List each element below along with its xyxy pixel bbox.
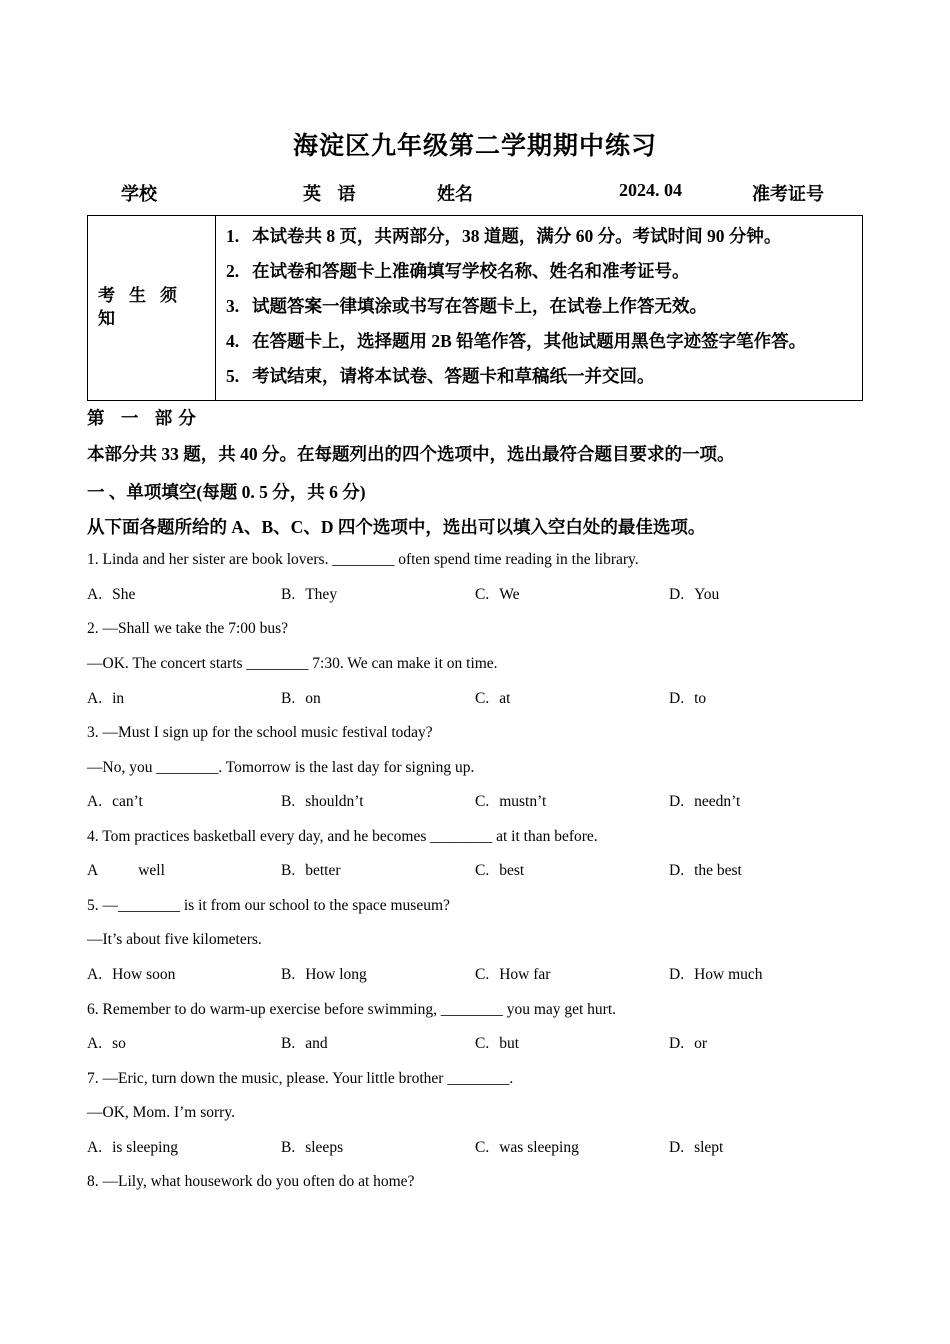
option-label: D. [669, 586, 685, 603]
option-text: They [305, 586, 338, 603]
notice-item-number: 2. [226, 261, 240, 281]
option-label: C. [475, 586, 490, 603]
option-text: She [112, 586, 136, 603]
option-a[interactable] [87, 1035, 126, 1053]
option-d[interactable] [669, 586, 719, 604]
option-d[interactable] [669, 862, 742, 880]
part-title: 第 一 部分 [87, 408, 202, 428]
option-text: best [499, 862, 525, 879]
option-text: shouldn’t [305, 793, 364, 810]
option-a[interactable] [87, 966, 175, 984]
option-d[interactable] [669, 690, 706, 708]
option-label: A. [87, 690, 103, 707]
question-5-response: —It’s about five kilometers. [87, 931, 262, 948]
option-b[interactable] [281, 1139, 343, 1157]
header-name: 姓名 [437, 184, 473, 204]
question-8-stem: 8. —Lily, what housework do you often do at home? [87, 1173, 415, 1190]
option-c[interactable] [475, 690, 510, 708]
notice-item-text: 考试结束，请将本试卷、答题卡和草稿纸一并交回。 [252, 366, 655, 386]
question-4-stem: 4. Tom practices basketball every day, and he becomes ________ at it than before. [87, 828, 598, 845]
option-label: D. [669, 1139, 685, 1156]
option-label: D. [669, 690, 685, 707]
question-2-stem: 2. —Shall we take the 7:00 bus? [87, 620, 289, 637]
option-label: A. [87, 1139, 103, 1156]
option-d[interactable] [669, 966, 763, 984]
notice-item-text: 在试卷和答题卡上准确填写学校名称、姓名和准考证号。 [252, 261, 690, 281]
option-text: better [305, 862, 341, 879]
option-c[interactable] [475, 862, 524, 880]
option-text: slept [694, 1139, 724, 1156]
option-label: A. [87, 966, 103, 983]
option-label: B. [281, 586, 296, 603]
option-text: in [112, 690, 125, 707]
option-c[interactable] [475, 966, 550, 984]
option-label: C. [475, 690, 490, 707]
page-title: 海淀区九年级第二学期期中练习 [292, 133, 657, 160]
question-2-options [87, 690, 867, 712]
header-subject: 英 语 [303, 184, 362, 204]
question-6-options [87, 1035, 867, 1057]
notice-item [226, 329, 806, 364]
option-text: How long [305, 966, 367, 983]
question-1-stem: 1. Linda and her sister are book lovers. ________ often spend time reading in the library. [87, 551, 639, 568]
option-text: but [499, 1035, 520, 1052]
option-label: D. [669, 966, 685, 983]
option-a[interactable] [87, 862, 165, 880]
notice-box [87, 215, 863, 401]
option-text: on [305, 690, 321, 707]
option-text: needn’t [694, 793, 741, 810]
option-c[interactable] [475, 1139, 579, 1157]
option-label: D. [669, 862, 685, 879]
notice-item [226, 364, 806, 399]
option-label: A. [87, 793, 103, 810]
header-date: 2024. 04 [619, 180, 682, 200]
notice-item-number: 1. [226, 226, 240, 246]
option-text: How far [499, 966, 551, 983]
option-a[interactable] [87, 793, 143, 811]
option-label: B. [281, 1035, 296, 1052]
notice-label-cell [88, 216, 216, 400]
option-text: mustn’t [499, 793, 547, 810]
option-text: or [694, 1035, 707, 1052]
notice-list [226, 224, 806, 399]
option-text: is sleeping [112, 1139, 178, 1156]
option-label: A. [87, 586, 103, 603]
header-school: 学校 [121, 184, 157, 204]
option-a[interactable] [87, 586, 135, 604]
option-label: A. [87, 1035, 103, 1052]
option-text: was sleeping [499, 1139, 579, 1156]
notice-item-text: 本试卷共 8 页，共两部分，38 道题，满分 60 分。考试时间 90 分钟。 [252, 226, 782, 246]
option-c[interactable] [475, 793, 546, 811]
option-d[interactable] [669, 1035, 707, 1053]
notice-item [226, 224, 806, 259]
option-text: sleeps [305, 1139, 344, 1156]
option-text: We [499, 586, 520, 603]
option-label: D. [669, 1035, 685, 1052]
question-7-options [87, 1139, 867, 1161]
question-3-options [87, 793, 867, 815]
notice-item [226, 294, 806, 329]
option-text: so [112, 1035, 126, 1052]
notice-item-text: 试题答案一律填涂或书写在答题卡上，在试卷上作答无效。 [252, 296, 707, 316]
notice-item-text: 在答题卡上，选择题用 2B 铅笔作答，其他试题用黑色字迹签字笔作答。 [252, 331, 807, 351]
option-label: C. [475, 966, 490, 983]
option-c[interactable] [475, 1035, 519, 1053]
question-7-stem: 7. —Eric, turn down the music, please. Your little brother ________. [87, 1070, 514, 1087]
option-text: well [138, 862, 165, 879]
option-label: B. [281, 966, 296, 983]
section-direction: 从下面各题所给的 A、B、C、D 四个选项中，选出可以填入空白处的最佳选项。 [87, 517, 706, 537]
option-text: How soon [112, 966, 176, 983]
option-label: D. [669, 793, 685, 810]
option-d[interactable] [669, 1139, 723, 1157]
option-text: can’t [112, 793, 143, 810]
option-a[interactable] [87, 1139, 178, 1157]
option-b[interactable] [281, 793, 364, 811]
option-label: C. [475, 1035, 490, 1052]
notice-item-number: 4. [226, 331, 240, 351]
notice-item-number: 5. [226, 366, 240, 386]
notice-label: 考生须知 [98, 286, 191, 328]
question-2-response: —OK. The concert starts ________ 7:30. We can make it on time. [87, 655, 498, 672]
option-b[interactable] [281, 690, 321, 708]
option-text: and [305, 1035, 328, 1052]
notice-item [226, 259, 806, 294]
option-d[interactable] [669, 793, 740, 811]
section-title: 一 、单项填空(每题 0. 5 分，共 6 分) [87, 482, 366, 502]
option-c[interactable] [475, 586, 520, 604]
option-b[interactable] [281, 1035, 328, 1053]
option-a[interactable] [87, 690, 124, 708]
option-label: B. [281, 690, 296, 707]
question-3-stem: 3. —Must I sign up for the school music festival today? [87, 724, 433, 741]
option-label: C. [475, 1139, 490, 1156]
question-5-stem: 5. —________ is it from our school to the space museum? [87, 897, 450, 914]
option-label: C. [475, 862, 490, 879]
question-6-stem: 6. Remember to do warm-up exercise before swimming, ________ you may get hurt. [87, 1001, 617, 1018]
question-3-response: —No, you ________. Tomorrow is the last day for signing up. [87, 759, 475, 776]
option-text: You [694, 586, 720, 603]
option-label: B. [281, 862, 296, 879]
option-label: B. [281, 1139, 296, 1156]
option-b[interactable] [281, 966, 367, 984]
option-text: to [694, 690, 707, 707]
question-4-options [87, 862, 867, 884]
question-5-options [87, 966, 867, 988]
question-7-response: —OK, Mom. I’m sorry. [87, 1104, 235, 1121]
header-exam-id: 准考证号 [752, 184, 824, 204]
option-text: How much [694, 966, 763, 983]
notice-item-number: 3. [226, 296, 240, 316]
option-b[interactable] [281, 862, 341, 880]
option-text: the best [694, 862, 742, 879]
option-text: at [499, 690, 511, 707]
question-1-options [87, 586, 867, 608]
option-label: A [87, 862, 99, 879]
option-b[interactable] [281, 586, 337, 604]
option-label: B. [281, 793, 296, 810]
option-label: C. [475, 793, 490, 810]
part-intro: 本部分共 33 题，共 40 分。在每题列出的四个选项中，选出最符合题目要求的一项。 [87, 444, 735, 464]
